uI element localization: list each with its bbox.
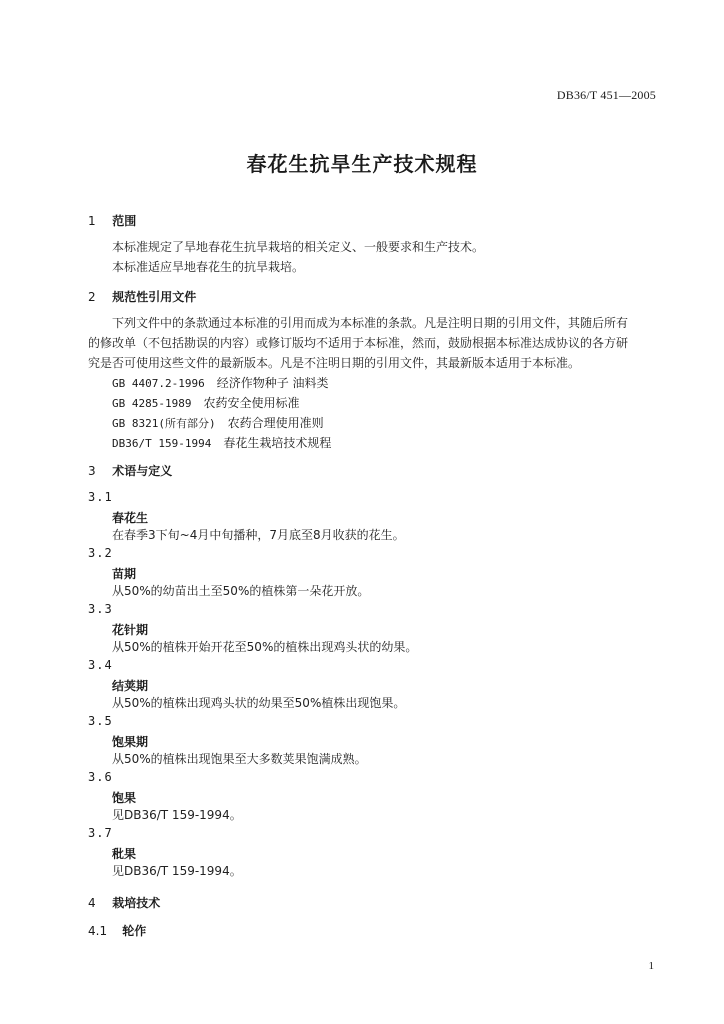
- section-heading-3: 3 术语与定义: [88, 464, 173, 478]
- subsection-heading-4-1: 4.1 轮作: [88, 924, 147, 938]
- term-definition: 从50%的幼苗出土至50%的植株第一朵花开放。: [112, 584, 370, 598]
- section-heading-1: 1 范围: [88, 214, 137, 228]
- term-definition: 从50%的植株开始开花至50%的植株出现鸡头状的幼果。: [112, 640, 418, 654]
- term-number: 3.7: [88, 826, 113, 840]
- term-name: 饱果期: [112, 735, 149, 749]
- term-definition: 见DB36/T 159-1994。: [112, 864, 242, 878]
- term-number: 3.3: [88, 602, 113, 616]
- document-code: DB36/T 451—2005: [556, 88, 656, 102]
- term-name: 秕果: [112, 847, 137, 861]
- section-heading-2: 2 规范性引用文件: [88, 290, 197, 304]
- reference-item: GB 8321(所有部分) 农药合理使用准则: [112, 416, 324, 430]
- term-name: 苗期: [112, 567, 137, 581]
- term-definition: 从50%的植株出现饱果至大多数荚果饱满成熟。: [112, 752, 367, 766]
- references-intro-line-1: 下列文件中的条款通过本标准的引用而成为本标准的条款。凡是注明日期的引用文件，其随后所有: [112, 316, 629, 330]
- term-number: 3.4: [88, 658, 113, 672]
- reference-item: DB36/T 159-1994 春花生栽培技术规程: [112, 436, 332, 450]
- scope-paragraph-1: 本标准规定了旱地春花生抗旱栽培的相关定义、一般要求和生产技术。: [112, 240, 485, 254]
- scope-paragraph-2: 本标准适应旱地春花生的抗旱栽培。: [112, 260, 305, 274]
- term-name: 结荚期: [112, 679, 149, 693]
- term-name: 花针期: [112, 623, 149, 637]
- page-title: 春花生抗旱生产技术规程: [246, 152, 478, 176]
- reference-item: GB 4407.2-1996 经济作物种子 油料类: [112, 376, 329, 390]
- term-name: 春花生: [112, 511, 149, 525]
- section-heading-4: 4 栽培技术: [88, 896, 161, 910]
- term-definition: 从50%的植株出现鸡头状的幼果至50%植株出现饱果。: [112, 696, 406, 710]
- term-name: 饱果: [112, 791, 137, 805]
- term-number: 3.2: [88, 546, 113, 560]
- references-intro-line-3: 究是否可使用这些文件的最新版本。凡是不注明日期的引用文件，其最新版本适用于本标准。: [88, 356, 581, 370]
- term-definition: 见DB36/T 159-1994。: [112, 808, 242, 822]
- term-number: 3.6: [88, 770, 113, 784]
- page-number: 1: [648, 960, 654, 972]
- reference-item: GB 4285-1989 农药安全使用标准: [112, 396, 300, 410]
- term-definition: 在春季3下旬~4月中旬播种，7月底至8月收获的花生。: [112, 528, 405, 542]
- term-number: 3.1: [88, 490, 113, 504]
- term-number: 3.5: [88, 714, 113, 728]
- references-intro-line-2: 的修改单（不包括勘误的内容）或修订版均不适用于本标准，然而，鼓励根据本标准达成协议的各方研: [88, 336, 629, 350]
